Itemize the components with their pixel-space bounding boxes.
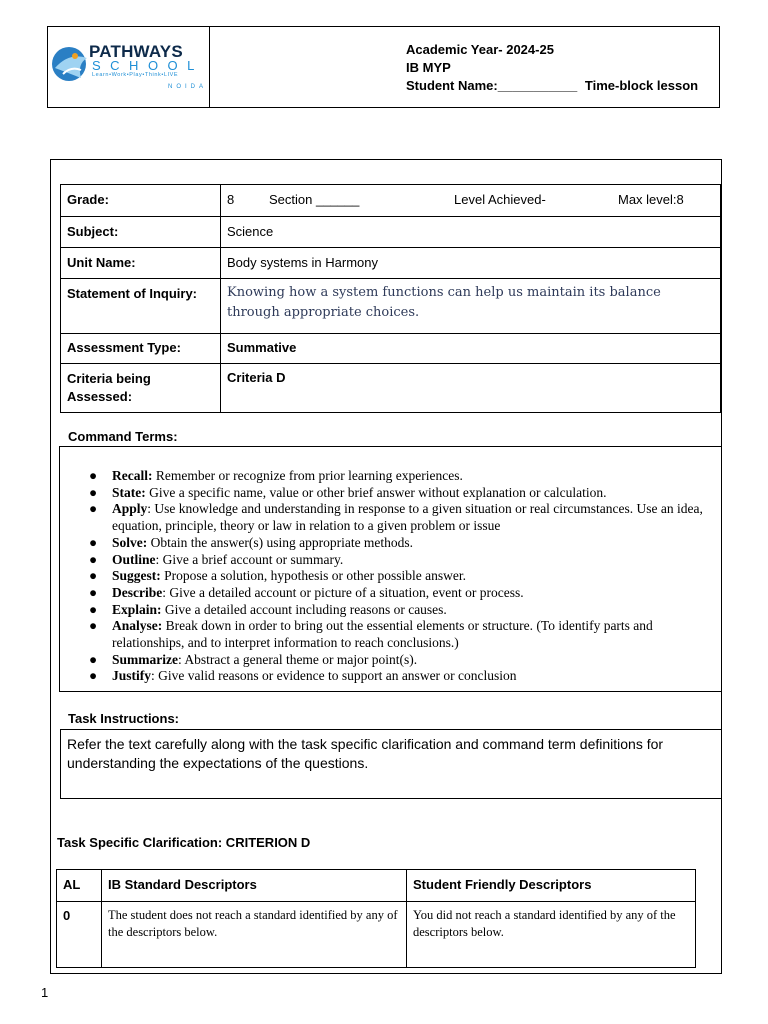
level-achieved: Level Achieved- [454, 192, 546, 207]
task-instructions-heading: Task Instructions: [68, 711, 180, 726]
command-term: Apply [112, 501, 148, 517]
bullet-icon: ● [89, 668, 98, 684]
command-term: Justify [112, 668, 152, 684]
page-number: 1 [41, 985, 49, 1000]
bullet-icon: ● [89, 468, 98, 483]
bullet-icon: ● [89, 601, 98, 617]
list-item [89, 568, 712, 585]
command-definition: Give a specific name, value or other brief answer without explanation or calculation. [145, 484, 607, 500]
command-definition: : Give a detailed account or picture of a situation, event or process. [162, 584, 524, 600]
bullet-icon: ● [89, 501, 98, 517]
command-term: Explain: [112, 601, 162, 617]
logo-location: NOIDA [168, 84, 208, 90]
criteria-value: Criteria D [221, 364, 721, 413]
grade-cell [221, 185, 721, 217]
command-definition: Break down in order to bring out the essential elements or structure. (To identify parts and relationships, and to interpret information to reach conclusions.) [112, 618, 657, 651]
logo-name: PATHWAYS [89, 42, 183, 61]
subject-value: Science [221, 217, 721, 248]
bullet-icon: ● [89, 568, 98, 584]
row-al: 0 [57, 902, 102, 968]
command-term: Suggest: [112, 568, 161, 584]
student-name-label: Student Name:___________ [406, 78, 578, 93]
criteria-label: Criteria being Assessed: [61, 364, 221, 413]
command-terms-list [89, 468, 712, 685]
grade-label: Grade: [61, 185, 221, 217]
section-field: Section ______ [269, 192, 360, 207]
row-ib-descriptor: The student does not reach a standard identified by any of the descriptors below. [102, 902, 407, 968]
command-definition: : Use knowledge and understanding in response to a given situation or real circumstances. Use an idea, equation, principle, theory or law in relation to a given problem or issue [112, 501, 707, 534]
list-item [89, 551, 712, 569]
command-definition: : Abstract a general theme or major point(s). [177, 651, 418, 667]
command-definition: Obtain the answer(s) using appropriate methods. [147, 534, 414, 550]
bullet-icon: ● [89, 534, 98, 550]
soi-label: Statement of Inquiry: [61, 279, 221, 334]
unit-label: Unit Name: [61, 248, 221, 279]
command-term: Outline [112, 551, 156, 567]
unit-row [61, 248, 721, 279]
bullet-icon: ● [89, 484, 98, 500]
soi-cell [221, 279, 721, 334]
logo-tagline: Learn•Work•Play•Think•LIVE [92, 72, 179, 78]
list-item [89, 468, 712, 485]
table-row [57, 902, 696, 968]
assessment-label: Assessment Type: [61, 334, 221, 364]
command-term: Analyse: [112, 618, 163, 634]
command-definition: : Give a brief account or summary. [155, 551, 344, 567]
command-definition: : Give valid reasons or evidence to support an answer or conclusion [151, 668, 517, 684]
list-item [89, 668, 712, 685]
academic-year: Academic Year- 2024-25 [406, 42, 554, 57]
list-item [89, 601, 712, 619]
grade-row [61, 185, 721, 217]
command-definition: Remember or recognize from prior learning experiences. [152, 468, 463, 483]
unit-value: Body systems in Harmony [221, 248, 721, 279]
assessment-value: Summative [221, 334, 721, 364]
lesson-type: Time-block lesson [584, 78, 699, 93]
program: IB MYP [406, 60, 451, 75]
col-al: AL [57, 870, 102, 902]
command-definition: Propose a solution, hypothesis or other possible answer. [160, 568, 466, 584]
soi-value: Knowing how a system functions can help us maintain its balance through appropriate choices. [227, 285, 661, 320]
command-term: Solve: [112, 534, 148, 550]
header-info [406, 41, 698, 95]
bullet-icon: ● [89, 618, 98, 634]
task-instructions-text: Refer the text carefully along with the task specific clarification and command term definitions for understanding the expectations of the questions. [67, 736, 664, 771]
command-term: Summarize [112, 651, 178, 667]
command-term: Recall: [112, 468, 153, 483]
max-level: Max level:8 [618, 192, 684, 207]
soi-row [61, 279, 721, 334]
info-table [60, 184, 721, 413]
subject-label: Subject: [61, 217, 221, 248]
criterion-table [56, 869, 696, 968]
logo-school: SCHOOL [92, 58, 204, 73]
command-definition: Give a detailed account including reasons or causes. [161, 601, 447, 617]
command-term: State: [112, 484, 146, 500]
student-name-line [406, 77, 698, 95]
command-terms-heading: Command Terms: [68, 429, 178, 444]
list-item [89, 618, 712, 651]
bullet-icon: ● [89, 551, 98, 567]
bullet-icon: ● [89, 651, 98, 667]
list-item [89, 501, 712, 534]
list-item [89, 584, 712, 602]
subject-row [61, 217, 721, 248]
col-student-descriptors: Student Friendly Descriptors [407, 870, 696, 902]
row-student-descriptor: You did not reach a standard identified by any of the descriptors below. [407, 902, 696, 968]
grade-value: 8 [227, 192, 235, 207]
command-term: Describe [112, 584, 163, 600]
assessment-row [61, 334, 721, 364]
criterion-header-row [57, 870, 696, 902]
list-item [89, 651, 712, 669]
bullet-icon: ● [89, 584, 98, 600]
clarification-heading: Task Specific Clarification: CRITERION D [57, 835, 311, 850]
col-ib-descriptors: IB Standard Descriptors [102, 870, 407, 902]
header-divider [209, 26, 210, 108]
list-item [89, 484, 712, 502]
list-item [89, 534, 712, 552]
criteria-row [61, 364, 721, 413]
